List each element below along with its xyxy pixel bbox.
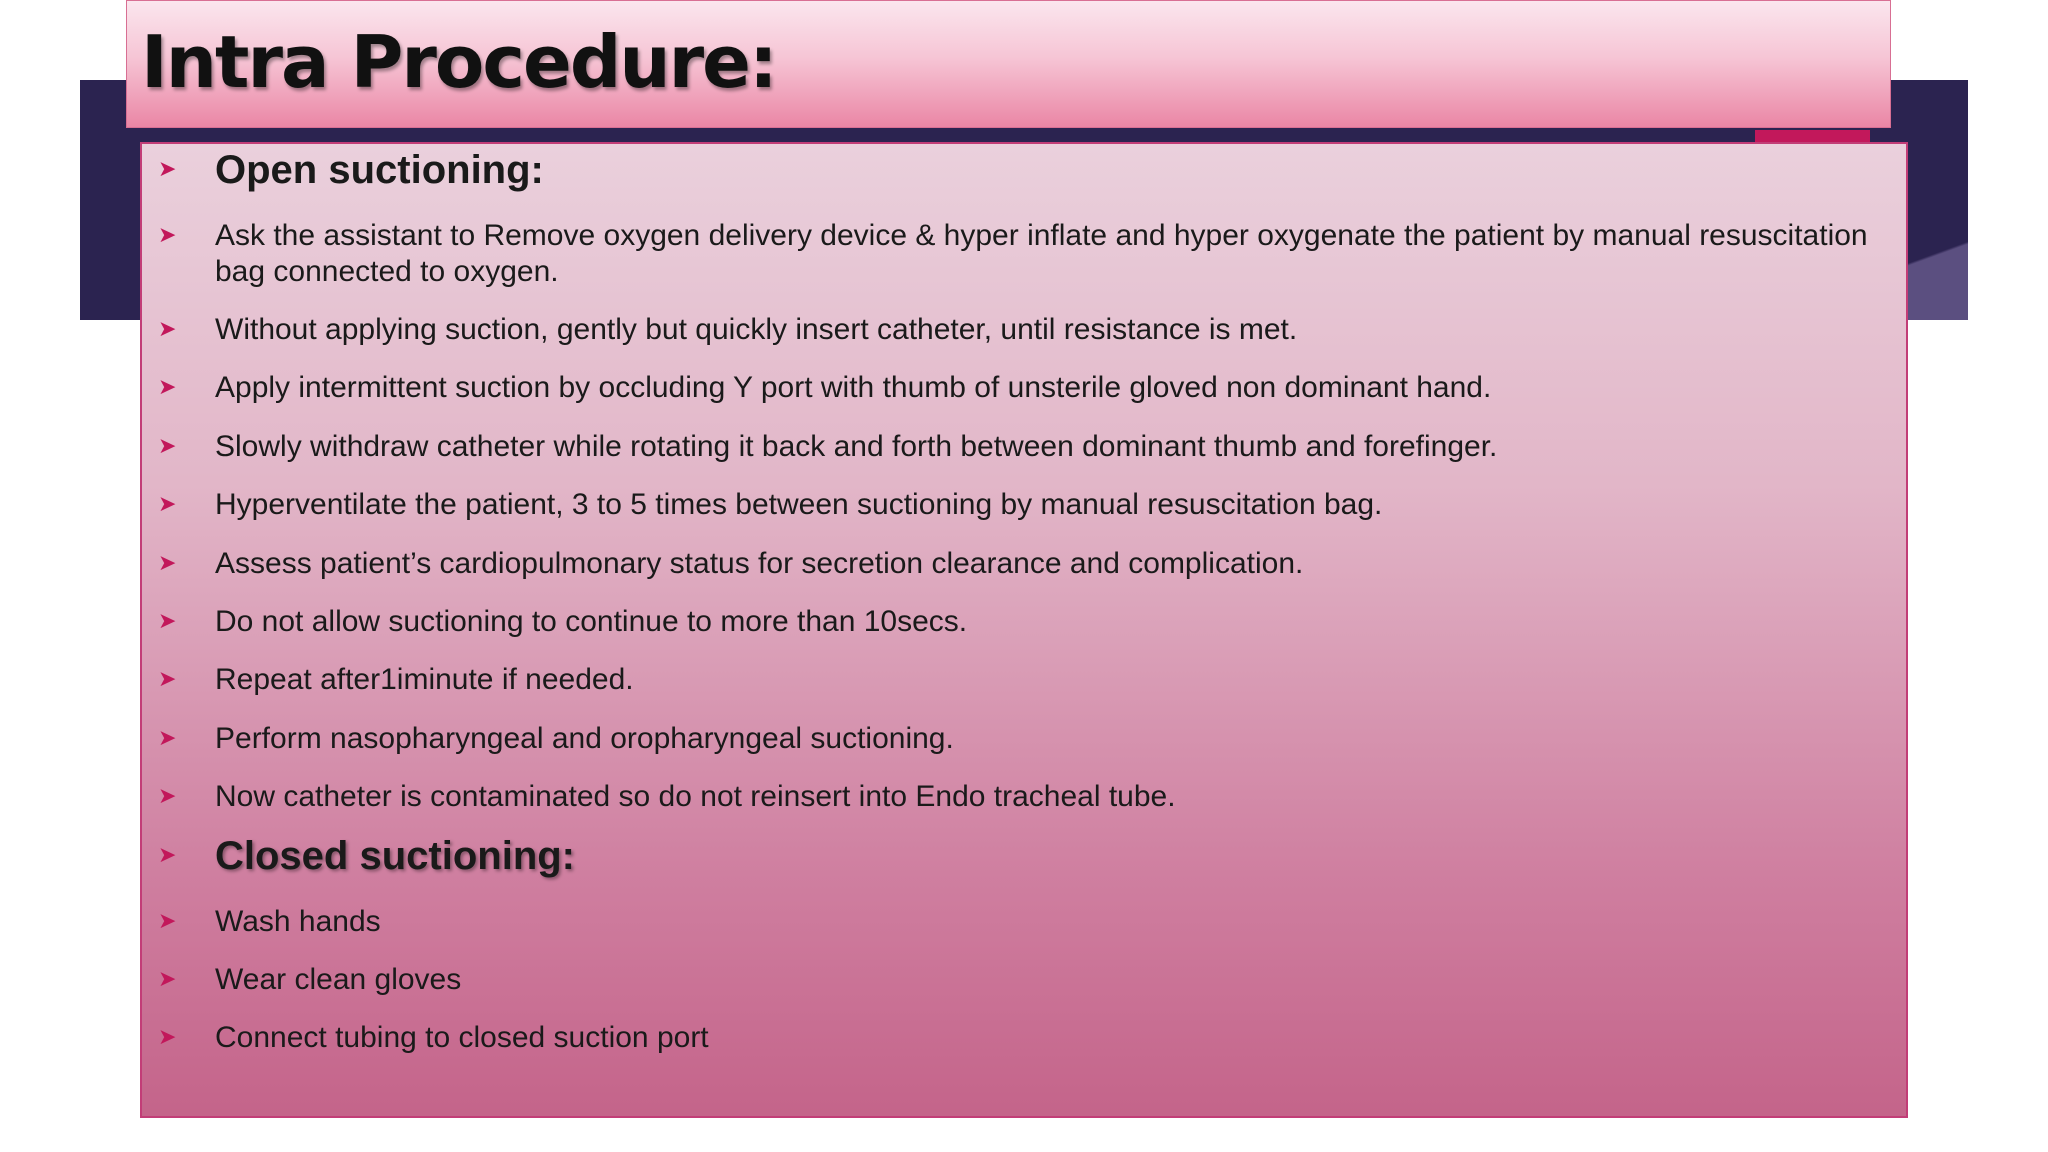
section-heading: Open suctioning:: [215, 148, 544, 192]
list-item-text: Wear clean gloves: [215, 963, 462, 996]
content-box: [140, 142, 1908, 1118]
arrowhead-bullet-icon: ➤: [158, 551, 177, 576]
section-heading: Closed suctioning:: [215, 834, 575, 878]
arrowhead-bullet-icon: ➤: [158, 843, 177, 868]
arrowhead-bullet-icon: ➤: [158, 967, 177, 992]
arrowhead-bullet-icon: ➤: [158, 375, 177, 400]
arrowhead-bullet-icon: ➤: [158, 157, 177, 182]
arrowhead-bullet-icon: ➤: [158, 609, 177, 634]
background-band-right: [1908, 80, 1968, 320]
accent-bar: [1755, 130, 1870, 142]
arrowhead-bullet-icon: ➤: [158, 1025, 177, 1050]
arrowhead-bullet-icon: ➤: [158, 317, 177, 342]
arrowhead-bullet-icon: ➤: [158, 223, 177, 248]
arrowhead-bullet-icon: ➤: [158, 492, 177, 517]
list-item-text: Hyperventilate the patient, 3 to 5 times between suctioning by manual resuscitation bag.: [215, 488, 1383, 521]
list-item-text: Ask the assistant to Remove oxygen delivery device & hyper inflate and hyper oxygenate the patient by manual resuscitation bag connected to oxygen.: [215, 219, 1868, 288]
list-item-text: Without applying suction, gently but quickly insert catheter, until resistance is met.: [215, 313, 1298, 346]
list-item-text: Wash hands: [215, 905, 381, 938]
list-item-text: Slowly withdraw catheter while rotating it back and forth between dominant thumb and forefinger.: [215, 430, 1498, 463]
arrowhead-bullet-icon: ➤: [158, 726, 177, 751]
list-item-text: Repeat after1iminute if needed.: [215, 663, 634, 696]
list-item-text: Do not allow suctioning to continue to more than 10secs.: [215, 605, 968, 638]
title-bar: [126, 0, 1891, 128]
arrowhead-bullet-icon: ➤: [158, 667, 177, 692]
list-item-text: Connect tubing to closed suction port: [215, 1021, 709, 1054]
list-item-text: Assess patient’s cardiopulmonary status for secretion clearance and complication.: [215, 547, 1304, 580]
list-item-text: Apply intermittent suction by occluding Y port with thumb of unsterile gloved non dominant hand.: [215, 371, 1492, 404]
slide-title: Intra Procedure:: [141, 20, 776, 104]
arrowhead-bullet-icon: ➤: [158, 434, 177, 459]
arrowhead-bullet-icon: ➤: [158, 909, 177, 934]
list-item-text: Perform nasopharyngeal and oropharyngeal suctioning.: [215, 722, 954, 755]
arrowhead-bullet-icon: ➤: [158, 784, 177, 809]
list-item-text: Now catheter is contaminated so do not reinsert into Endo tracheal tube.: [215, 780, 1176, 813]
